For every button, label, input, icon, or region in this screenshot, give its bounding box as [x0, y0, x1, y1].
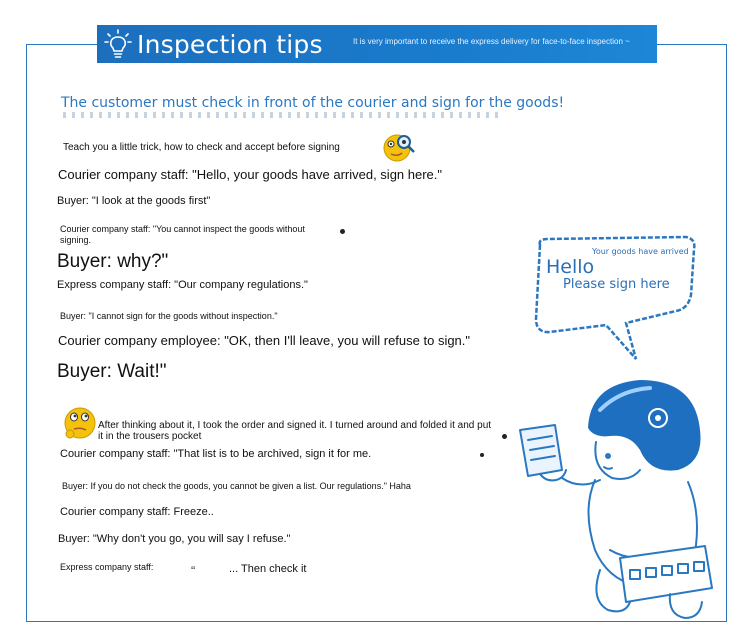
courier-illustration	[500, 370, 725, 625]
blur-dot	[340, 229, 345, 234]
dialogue-line: ... Then check it	[229, 563, 307, 575]
thinking-emoji-icon	[62, 404, 98, 442]
dialogue-line: Courier company staff: "That list is to be archived, sign it for me.	[60, 448, 372, 460]
dialogue-line: Courier company employee: "OK, then I'll leave, you will refuse to sign."	[58, 333, 471, 348]
quote-mark: “	[191, 563, 196, 578]
dialogue-line: Buyer: "I look at the goods first"	[57, 195, 211, 207]
dialogue-line-large: Buyer: why?"	[57, 251, 169, 272]
header-banner	[97, 25, 657, 63]
header-subtitle: It is very important to receive the express delivery for face-to-face inspection ~	[353, 37, 630, 46]
bubble-sign-text: Please sign here	[563, 277, 670, 292]
dialogue-line: Buyer: "Why don't you go, you will say I refuse."	[58, 533, 291, 545]
dialogue-line: Buyer: If you do not check the goods, you cannot be given a list. Our regulations." Haha	[62, 481, 411, 491]
blur-dot	[480, 453, 484, 457]
bubble-hello: Hello	[546, 256, 595, 278]
dialogue-line: Express company staff:	[60, 562, 154, 572]
blurred-text-row	[63, 112, 503, 118]
dialogue-line: Courier company staff: "Hello, your goods have arrived, sign here."	[58, 167, 443, 182]
narration-text: After thinking about it, I took the order and signed it. I turned around and folded it and put it in the trousers pocket	[98, 420, 492, 442]
header-title: Inspection tips	[137, 29, 323, 59]
magnifier-emoji-icon	[381, 131, 417, 163]
dialogue-line: Courier company staff: Freeze..	[60, 506, 214, 518]
bubble-small-text: Your goods have arrived	[592, 247, 689, 256]
dialogue-line: Courier company staff: "You cannot inspect the goods without signing.	[60, 224, 305, 245]
dialogue-line: Buyer: "I cannot sign for the goods without inspection."	[60, 311, 278, 321]
notice-text: The customer must check in front of the courier and sign for the goods!	[61, 95, 565, 111]
intro-line: Teach you a little trick, how to check and accept before signing	[63, 142, 340, 153]
lightbulb-icon	[103, 28, 133, 60]
dialogue-line-large: Buyer: Wait!"	[57, 361, 167, 382]
dialogue-line: Express company staff: "Our company regulations."	[57, 279, 308, 291]
